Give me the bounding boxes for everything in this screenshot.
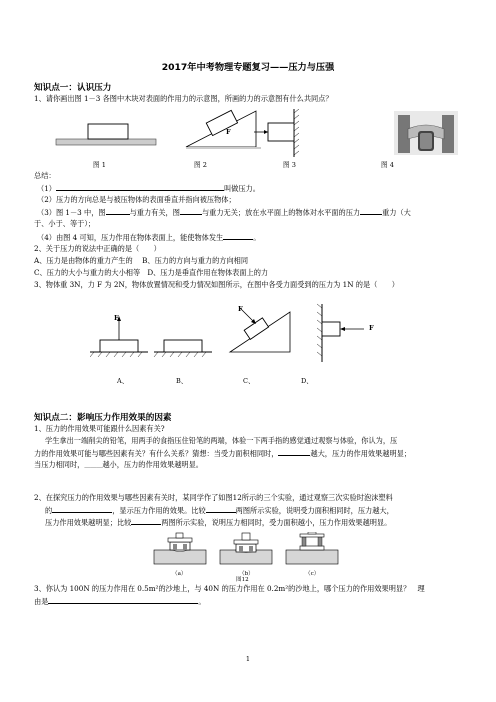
- blank: [56, 183, 224, 191]
- figures-1-4: [46, 109, 466, 157]
- s2-q2-line3: 压力作用效果越明显；比较 两图所示实验，说明压力相同时，受力面积越小，压力作用效果越明显。: [45, 518, 392, 527]
- fig12-b: [220, 533, 272, 564]
- summary-item-3: （3）图 1－3 中，图 与重力有关，图 与重力无关；放在水平面上的物体对水平面的压力 重力（大: [37, 208, 411, 217]
- blank: [48, 596, 198, 604]
- fig4-caption: 图 4: [381, 161, 394, 169]
- fig12-label-b: （b）: [239, 571, 254, 577]
- blank: [131, 517, 161, 525]
- page-title: 2017年中考物理专题复习——压力与压强: [161, 62, 335, 73]
- blank: [278, 448, 310, 456]
- fig12-caption: 图12: [236, 577, 249, 583]
- option-a-figure: [90, 316, 148, 357]
- s1-question-3: 3、物体重 3N，力 F 为 2N，物体放置情况和受力情况如图所示，在图中各受力面受到的压力为 1N 的是（ ）: [34, 280, 399, 289]
- summary-item-3-cont: 于、小于、等于）；: [34, 219, 96, 228]
- blank: [223, 232, 253, 240]
- blank: [52, 505, 112, 513]
- s1-question-2: 2、关于压力的说法中正确的是（ ）: [34, 244, 161, 253]
- blank: [106, 207, 130, 215]
- fig2-block-on-incline: [186, 110, 261, 149]
- section2-heading: 知识点二：影响压力作用效果的因素: [34, 413, 172, 423]
- s2-q2-line1: 2、在探究压力的作用效果与哪些因素有关时，某同学作了如图12所示的三个实验，通过观察三次实验时泡沫塑料: [34, 493, 393, 502]
- fig12-c: [286, 532, 338, 564]
- fig1-caption: 图 1: [93, 161, 106, 169]
- fig12-label-a: （a）: [172, 571, 187, 577]
- s2-q1-line1: 学生拿出一端削尖的铅笔，用两手的食指压住铅笔的两端，体验一下两手指的感觉通过观察与体验，你认为，压: [45, 436, 398, 445]
- option-b-label: B、: [176, 377, 188, 385]
- fig4-pressed-object-photo: [394, 111, 458, 155]
- q2-options-cd: C、压力的大小与重力的大小相等 D、压力是垂直作用在物体表面上的力: [34, 268, 269, 277]
- blank: [206, 505, 236, 513]
- option-c-figure: [230, 308, 290, 352]
- section1-heading: 知识点一：认识压力: [34, 83, 112, 93]
- option-b-figure: [154, 340, 212, 357]
- option-a-label: A、: [117, 377, 129, 385]
- s2-q3-line1: 3、你认为 100N 的压力作用在 0.5m²的沙地上，与 40N 的压力作用在 0.2m²的沙地上，哪个压力的作用效果明显？ 理: [34, 584, 425, 593]
- fig3-block-against-wall: [254, 109, 299, 157]
- fig2-caption: 图 2: [194, 161, 207, 169]
- option-d-figure: [317, 304, 364, 362]
- page-number: 1: [245, 655, 251, 663]
- s2-q1-line3: 当压力相同时，＿＿＿越小，压力的作用效果越明显。: [34, 460, 203, 469]
- s2-question-1: 1、压力的作用效果可能跟什么因素有关?: [34, 424, 165, 433]
- blank: [180, 207, 202, 215]
- s1-question-1: 1、请你画出图 1－3 各图中木块对表面的作用力的示意图，所画的力的示意图有什么共同点？: [34, 94, 333, 103]
- summary-label: 总结：: [34, 171, 56, 180]
- option-d-label: D、: [301, 377, 313, 385]
- fig12-label-c: （c）: [305, 571, 320, 577]
- option-c-force-label: F: [238, 305, 243, 313]
- s2-q3-line2: 由是 。: [34, 597, 206, 606]
- summary-item-4: （4）由图 4 可知，压力作用在物体表面上，能使物体发生 。: [37, 233, 261, 242]
- option-c-label: C、: [243, 377, 255, 385]
- fig1-block-on-table: [56, 124, 156, 145]
- figure-12: [152, 532, 342, 570]
- option-d-force-label: F: [369, 324, 374, 332]
- q2-options-ab: A、压力是由物体的重力产生的 B、压力的方向与重力的方向相同: [34, 256, 249, 265]
- option-a-force-label: F: [114, 314, 119, 322]
- fig3-force-label: F: [226, 128, 231, 136]
- summary-item-2: （2）压力的方向总是与被压物体的表面垂直并指向被压物体；: [37, 195, 236, 204]
- fig12-a: [154, 533, 206, 564]
- blank: [360, 207, 382, 215]
- summary-item-1: （1） 叫做压力。: [37, 184, 260, 193]
- s2-q2-line2: 的 ，显示压力作用的效果。比较 两图所示实验，说明受力面积相同时，压力越大，: [45, 506, 394, 515]
- fig3-caption: 图 3: [283, 161, 296, 169]
- s2-q1-line2: 力的作用效果可能与哪些因素有关？有什么关系？猜想：当受力面积相同时， 越大，压力的作用效果越明显；: [34, 449, 412, 458]
